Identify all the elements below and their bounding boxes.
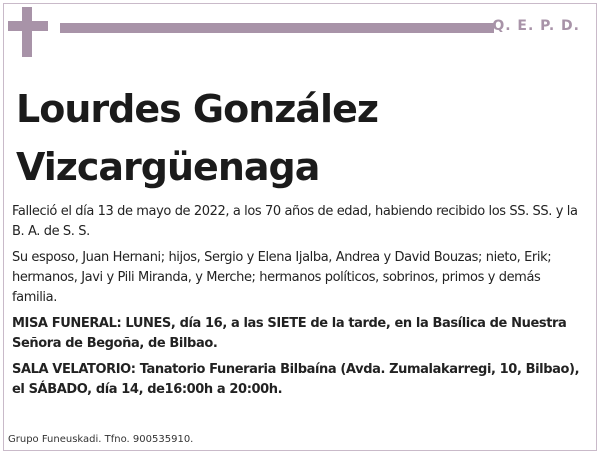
deceased-name-line2: Vizcargüenaga xyxy=(16,145,320,189)
cross-icon-bar xyxy=(8,21,48,31)
cross-icon xyxy=(22,7,32,57)
wake-room-paragraph: SALA VELATORIO: Tanatorio Funeraria Bilbaína (Avda. Zumalakarregi, 10, Bilbao), el SÁBADO, día 14, de16:00h a 20:00h. xyxy=(12,362,580,397)
footer-credit: Grupo Funeuskadi. Tfno. 900535910. xyxy=(8,434,194,445)
qepd-label: Q. E. P. D. xyxy=(492,18,580,34)
funeral-mass-paragraph: MISA FUNERAL: LUNES, día 16, a las SIETE de la tarde, en la Basílica de Nuestra Señora de Begoña, de Bilbao. xyxy=(12,316,567,351)
deceased-name-line1: Lourdes González xyxy=(16,87,378,131)
header-band xyxy=(60,23,494,33)
deceased-name xyxy=(16,80,576,196)
death-notice-paragraph: Falleció el día 13 de mayo de 2022, a los 70 años de edad, habiendo recibido los SS. SS. y la B. A. de S. S. xyxy=(12,204,578,239)
family-paragraph: Su esposo, Juan Hernani; hijos, Sergio y Elena Ijalba, Andrea y David Bouzas; nieto, Erik; hermanos, Javi y Pili Miranda, y Merche; hermanos políticos, sobrinos, primos y demás familia. xyxy=(12,250,552,305)
obituary-body xyxy=(12,202,586,406)
